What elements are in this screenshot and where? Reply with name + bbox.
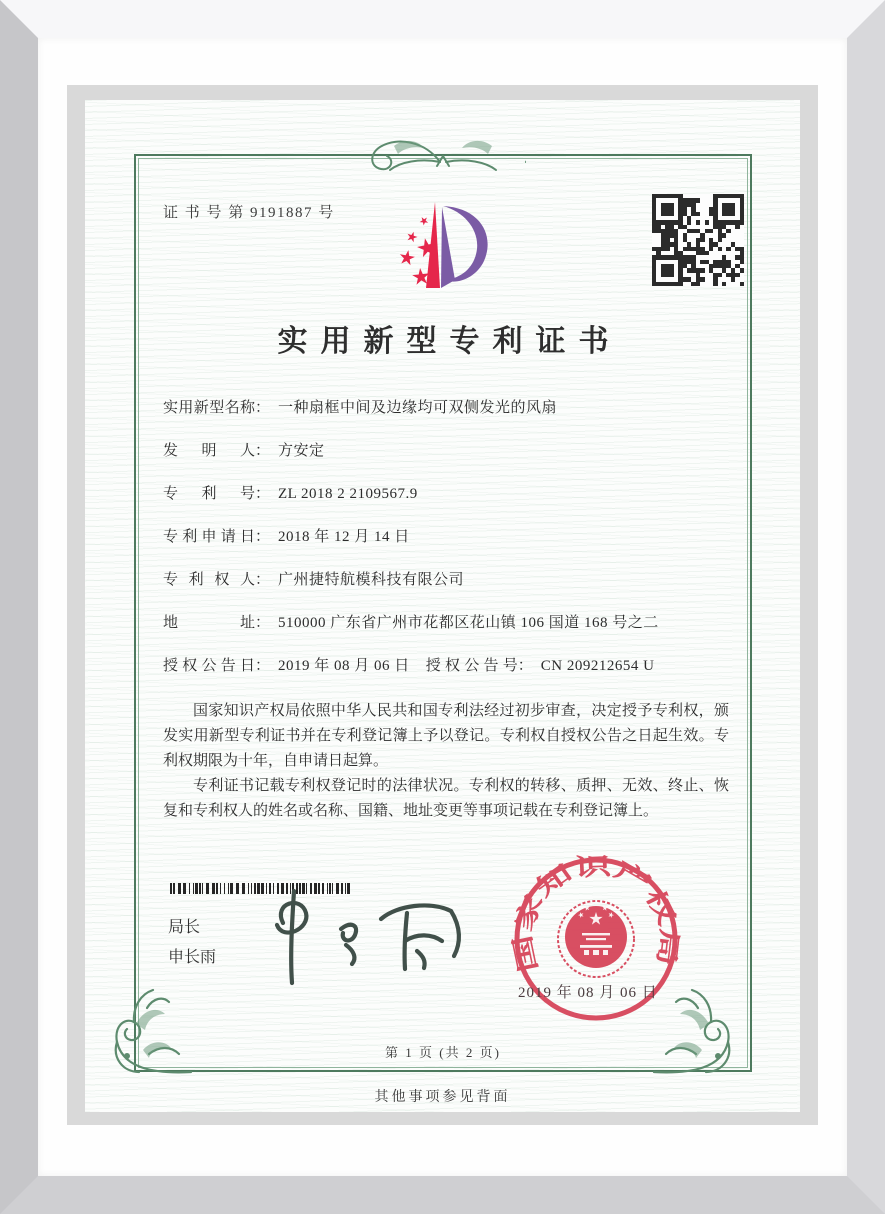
colon: ：	[255, 400, 271, 416]
barcode-bar	[216, 883, 218, 894]
field-label: 专利号	[163, 486, 255, 502]
barcode-bar	[178, 883, 181, 894]
colon: ：	[255, 486, 271, 502]
colon: ：	[517, 658, 533, 674]
colon: ：	[255, 615, 271, 631]
page-number: 第 1 页 (共 2 页)	[385, 1045, 501, 1060]
field-value: 510000 广东省广州市花都区花山镇 106 国道 168 号之二	[278, 615, 659, 631]
seal-date: 2019 年 08 月 06 日	[518, 985, 658, 1001]
bottom-left-flourish-icon	[103, 984, 193, 1084]
officer-block	[168, 913, 216, 973]
field-row-filing-date	[163, 527, 729, 548]
officer-name: 申长雨	[168, 949, 217, 966]
barcode-bar	[183, 883, 186, 894]
barcode-bar	[206, 883, 209, 894]
barcode-bar	[230, 883, 233, 894]
barcode-bar	[173, 883, 175, 894]
field-row-name	[163, 398, 729, 419]
field-label: 授权公告号	[425, 658, 518, 674]
barcode-bar	[220, 883, 221, 894]
svg-text:国家知识产权局: 国家知识产权局	[511, 854, 682, 975]
field-row-inventor	[163, 441, 729, 462]
certificate-number: 证 书 号 第 9191887 号	[163, 205, 335, 221]
qr-module	[740, 282, 744, 286]
barcode-bar	[195, 883, 198, 894]
back-side-note: 其他事项参见背面	[374, 1090, 511, 1105]
field-label: 授权公告日	[163, 658, 255, 674]
field-row-grant	[163, 656, 729, 677]
barcode-bar	[189, 883, 190, 894]
legal-paragraph: 国家知识产权局依照中华人民共和国专利法经过初步审查，决定授予专利权，颁发实用新型专利证书并在专利登记簿上予以登记。专利权自授权公告之日起生效。专利权期限为十年，自申请日起算。	[163, 703, 729, 769]
signature	[245, 883, 480, 988]
colon: ：	[255, 572, 271, 588]
barcode-bar	[199, 883, 201, 894]
barcode-bar	[170, 883, 172, 894]
cnipa-logo-icon	[383, 190, 505, 308]
field-label: 地址	[163, 615, 255, 631]
field-list	[163, 398, 729, 699]
barcode-bar	[236, 883, 239, 894]
barcode-bar	[202, 883, 203, 894]
field-value: 2018 年 12 月 14 日	[278, 529, 410, 545]
top-border-ornament-icon	[360, 132, 526, 178]
colon: ：	[255, 658, 271, 674]
officer-title: 局长	[168, 919, 201, 936]
field-value: CN 209212654 U	[540, 658, 655, 674]
colon: ：	[255, 529, 271, 545]
field-row-patentee	[163, 570, 729, 591]
legal-text	[163, 699, 729, 824]
field-label: 实用新型名称	[163, 400, 255, 416]
barcode-bar	[224, 883, 225, 894]
colon: ：	[255, 443, 271, 459]
field-value: 2019 年 08 月 06 日	[278, 658, 410, 674]
field-label: 专利权人	[163, 572, 255, 588]
field-value: 方安定	[278, 443, 325, 459]
field-value: 一种扇框中间及边缘均可双侧发光的风扇	[278, 400, 558, 416]
field-value: ZL 2018 2 2109567.9	[278, 486, 418, 502]
barcode-bar	[212, 883, 215, 894]
field-row-address	[163, 613, 729, 634]
field-label: 发明人	[163, 443, 255, 459]
field-value: 广州捷特航模科技有限公司	[278, 572, 465, 588]
barcode-bar	[193, 883, 194, 894]
field-label: 专利申请日	[163, 529, 255, 545]
qr-code	[652, 194, 744, 286]
legal-paragraph: 专利证书记载专利权登记时的法律状况。专利权的转移、质押、无效、终止、恢复和专利权人的姓名或名称、国籍、地址变更等事项记载在专利登记簿上。	[163, 778, 729, 819]
barcode-bar	[228, 883, 229, 894]
field-grant-number	[426, 656, 655, 677]
field-row-patent-no	[163, 484, 729, 505]
certificate-title: 实用新型专利证书	[277, 325, 622, 358]
